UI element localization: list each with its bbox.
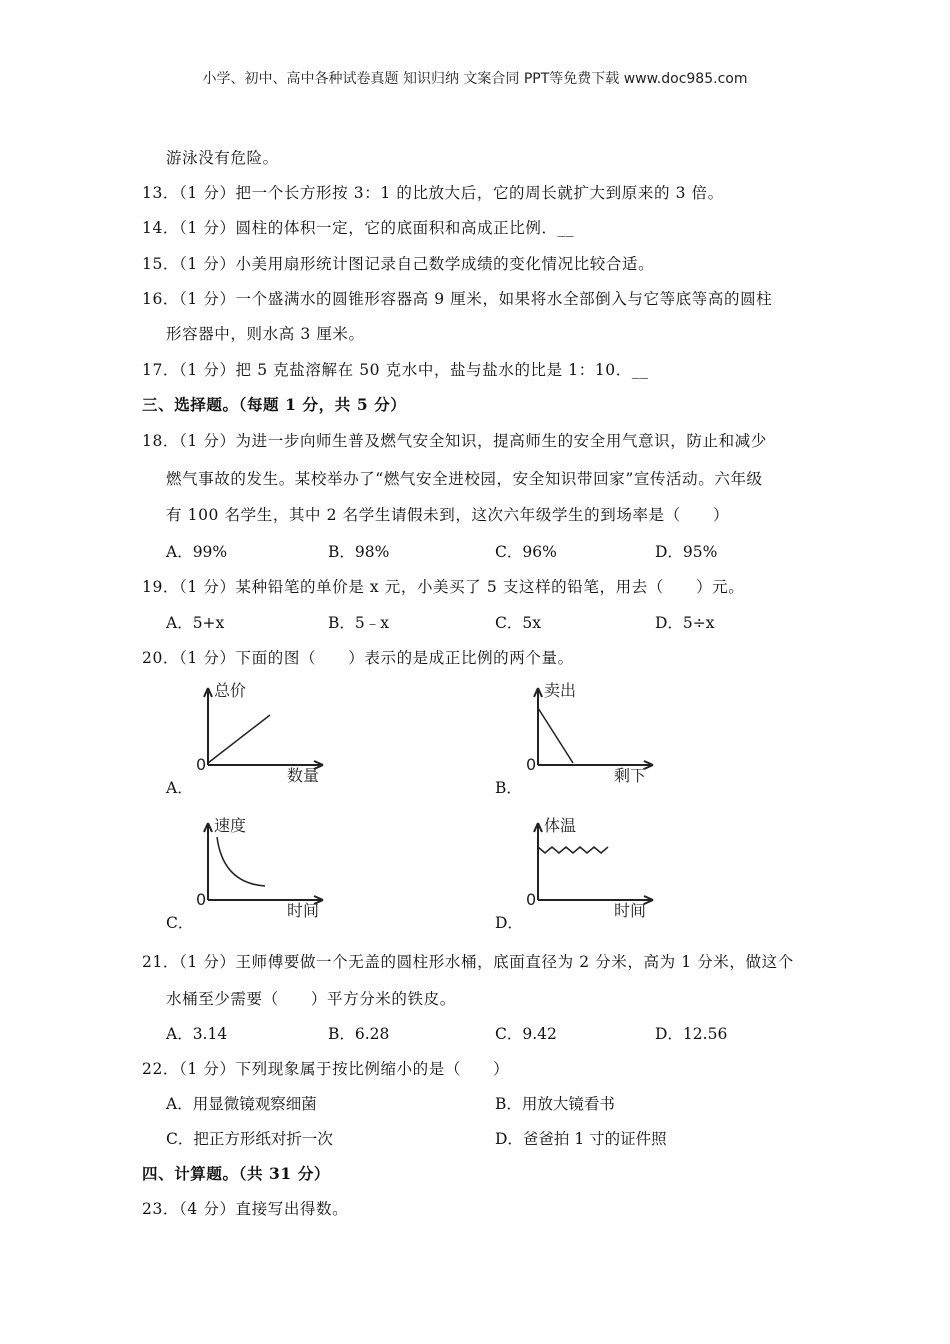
question-19: 19．（1 分）某种铅笔的单价是 x 元，小美买了 5 支这样的铅笔，用去（ ）元。	[142, 578, 745, 596]
question-22: 22．（1 分）下列现象属于按比例缩小的是（ ）	[142, 1060, 510, 1078]
graph-b-letter: B．	[495, 779, 522, 797]
graph-d-y-axis	[534, 823, 542, 900]
question-23: 23．（4 分）直接写出得数。	[142, 1200, 349, 1218]
q21-option-c: C．9.42	[495, 1025, 557, 1043]
q22-option-d: D．爸爸拍 1 寸的证件照	[495, 1130, 667, 1148]
question-18-cont-1: 燃气事故的发生。某校举办了“燃气安全进校园，安全知识带回家”宣传活动。六年级	[166, 470, 763, 488]
graph-c-xlabel: 时间	[287, 901, 320, 920]
graph-a-ylabel: 总价	[214, 681, 247, 700]
page-header: 小学、初中、高中各种试卷真题 知识归纳 文案合同 PPT等免费下载 www.doc985.com	[202, 71, 748, 87]
question-18-cont-2: 有 100 名学生，其中 2 名学生请假未到，这次六年级学生的到场率是（ ）	[166, 506, 730, 524]
graph-d-chart	[525, 815, 665, 905]
q19-option-c: C．5x	[495, 614, 541, 632]
graph-a-y-axis	[204, 688, 212, 765]
graph-d-ylabel: 体温	[544, 816, 577, 835]
graph-c-x-axis	[208, 896, 323, 904]
q18-option-d: D．95%	[655, 543, 718, 561]
graph-c-ylabel: 速度	[214, 816, 247, 835]
text-line-1: 游泳没有危险。	[166, 149, 279, 167]
graph-b-y-axis	[534, 688, 542, 765]
graph-c-chart	[195, 815, 335, 905]
question-17: 17．（1 分）把 5 克盐溶解在 50 克水中，盐与盐水的比是 1：10．__	[142, 361, 649, 379]
q18-option-a: A．99%	[166, 543, 228, 561]
question-15: 15．（1 分）小美用扇形统计图记录自己数学成绩的变化情况比较合适。	[142, 255, 655, 273]
graph-c-letter: C．	[166, 914, 194, 932]
graph-d-origin: 0	[526, 890, 537, 909]
graph-b-origin: 0	[526, 755, 537, 774]
graph-d-x-axis	[538, 896, 653, 904]
question-16: 16．（1 分）一个盛满水的圆锥形容器高 9 厘米，如果将水全部倒入与它等底等高的圆柱	[142, 290, 773, 308]
graph-b-xlabel: 剩下	[614, 766, 647, 785]
graph-c-y-axis	[204, 823, 212, 900]
q18-option-b: B．98%	[328, 543, 390, 561]
graph-a-line	[208, 715, 270, 763]
graph-a-letter: A．	[166, 779, 193, 797]
q21-option-d: D．12.56	[655, 1025, 728, 1043]
q22-option-b: B．用放大镜看书	[495, 1095, 615, 1113]
question-20: 20．（1 分）下面的图（ ）表示的是成正比例的两个量。	[142, 649, 574, 667]
q18-option-c: C．96%	[495, 543, 557, 561]
graph-a-origin: 0	[196, 755, 207, 774]
question-16-cont: 形容器中，则水高 3 厘米。	[166, 325, 365, 343]
q22-option-a: A．用显微镜观察细菌	[166, 1095, 317, 1113]
section-3-title: 三、选择题。（每题 1 分，共 5 分）	[142, 395, 407, 414]
graph-d-xlabel: 时间	[614, 901, 647, 920]
q21-option-a: A．3.14	[166, 1025, 228, 1043]
graph-a-x-axis	[208, 761, 323, 769]
graph-b-ylabel: 卖出	[544, 681, 577, 700]
q19-option-d: D．5÷x	[655, 614, 715, 632]
q21-option-b: B．6.28	[328, 1025, 390, 1043]
graph-d-letter: D．	[495, 914, 523, 932]
question-18: 18．（1 分）为进一步向师生普及燃气安全知识，提高师生的安全用气意识，防止和减少	[142, 432, 767, 450]
question-21: 21．（1 分）王师傅要做一个无盖的圆柱形水桶，底面直径为 2 分米，高为 1 分米，做这个	[142, 953, 794, 971]
question-14: 14．（1 分）圆柱的体积一定，它的底面积和高成正比例．__	[142, 219, 575, 237]
graph-a-chart	[195, 680, 335, 770]
question-21-cont: 水桶至少需要（ ）平方分米的铁皮。	[166, 990, 456, 1008]
q19-option-b: B．5﹣x	[328, 614, 389, 632]
graph-a-xlabel: 数量	[287, 766, 320, 785]
graph-c-origin: 0	[196, 890, 207, 909]
graph-b-x-axis	[538, 761, 653, 769]
q19-option-a: A．5+x	[166, 614, 225, 632]
graph-c-curve	[217, 837, 265, 886]
q22-option-c: C．把正方形纸对折一次	[166, 1130, 333, 1148]
question-13: 13．（1 分）把一个长方形按 3：1 的比放大后，它的周长就扩大到原来的 3 倍。	[142, 184, 724, 202]
graph-b-chart	[525, 680, 665, 770]
graph-d-wave	[538, 847, 608, 853]
section-4-title: 四、计算题。（共 31 分）	[142, 1164, 331, 1183]
graph-b-line	[538, 708, 573, 763]
